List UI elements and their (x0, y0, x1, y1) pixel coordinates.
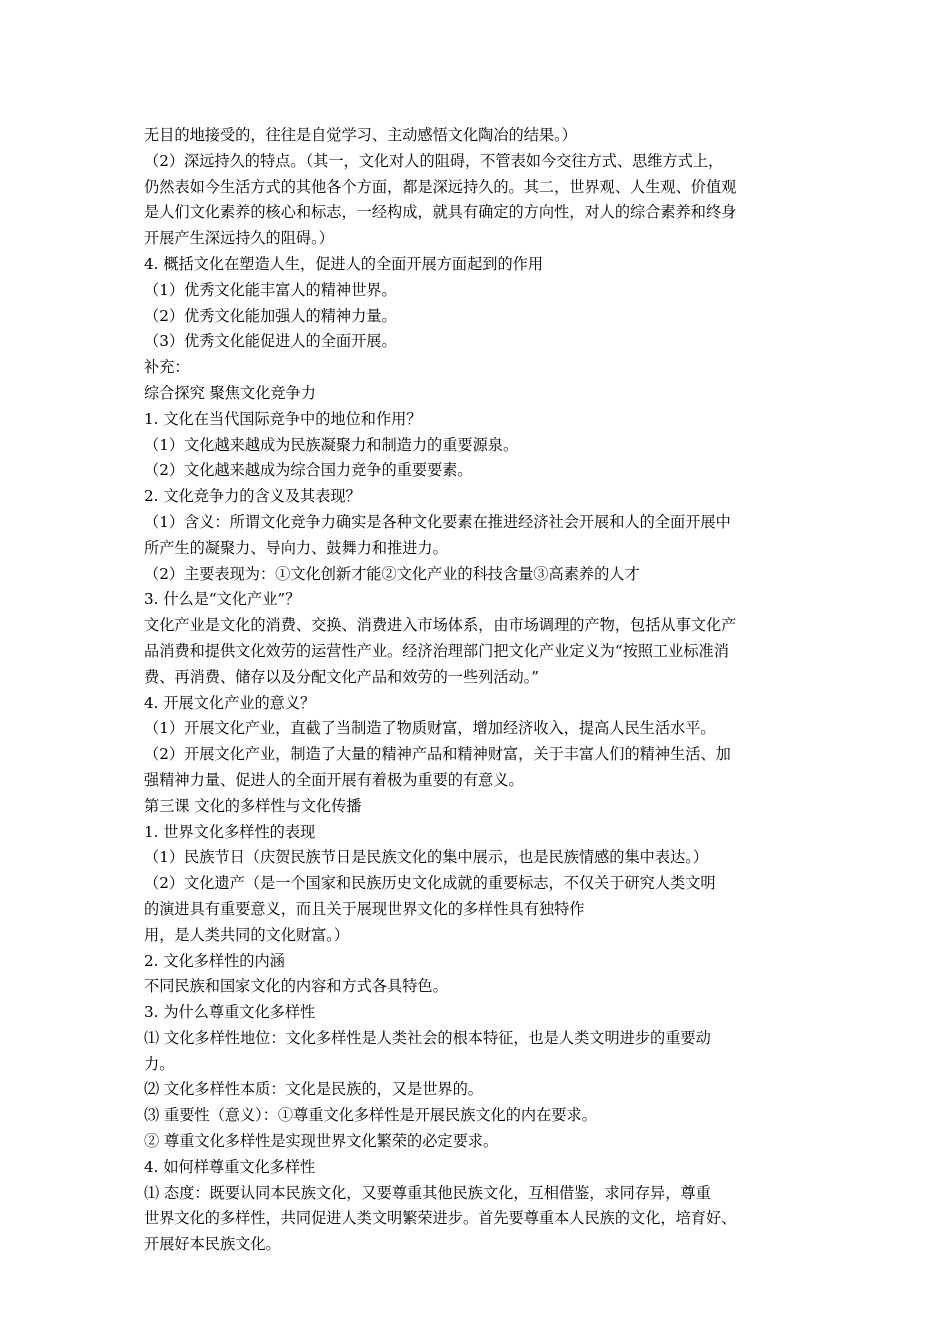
text-line: 世界文化的多样性，共同促进人类文明繁荣进步。首先要尊重本人民族的文化，培育好、 (144, 1209, 737, 1228)
text-line: 2. 文化竞争力的含义及其表现？ (144, 487, 361, 506)
text-line: （3）优秀文化能促进人的全面开展。 (144, 332, 397, 351)
text-line: （1）文化越来越成为民族凝聚力和制造力的重要源泉。 (144, 435, 519, 454)
text-line: 开展好本民族文化。 (144, 1235, 281, 1254)
text-line: 第三课 文化的多样性与文化传播 (144, 796, 362, 815)
text-line: 力。 (144, 1054, 175, 1073)
text-line: 3. 什么是“文化产业”？ (144, 590, 301, 609)
text-line: （1）开展文化产业，直截了当制造了物质财富，增加经济收入，提高人民生活水平。 (144, 719, 716, 738)
text-line: （2）深远持久的特点。（其一，文化对人的阻碍，不管表如今交往方式、思维方式上， (144, 151, 724, 170)
text-line: 文化产业是文化的消费、交换、消费进入市场体系，由市场调理的产物，包括从事文化产 (144, 616, 737, 635)
text-line: 2. 文化多样性的内涵 (144, 951, 285, 970)
text-line: （2）文化越来越成为综合国力竞争的重要要素。 (144, 461, 473, 480)
text-line: （2）主要表现为：①文化创新才能②文化产业的科技含量③高素养的人才 (144, 564, 640, 583)
text-line: 开展产生深远持久的阻碍。） (144, 229, 334, 248)
text-line: 仍然表如今生活方式的其他各个方面，都是深远持久的。其二，世界观、人生观、价值观 (144, 177, 737, 196)
text-line: 是人们文化素养的核心和标志，一经构成，就具有确定的方向性，对人的综合素养和终身 (144, 203, 737, 222)
text-line: 费、再消费、储存以及分配文化产品和效劳的一些列活动。” (144, 667, 540, 686)
text-line: 4. 开展文化产业的意义？ (144, 693, 316, 712)
text-line: ⑴ 态度：既要认同本民族文化，又要尊重其他民族文化，互相借鉴，求同存异，尊重 (144, 1183, 711, 1202)
text-line: （1）优秀文化能丰富人的精神世界。 (144, 280, 397, 299)
text-line: ⑴ 文化多样性地位：文化多样性是人类社会的根本特征，也是人类文明进步的重要动 (144, 1028, 711, 1047)
text-line: 4. 如何样尊重文化多样性 (144, 1157, 316, 1176)
text-line: 1. 文化在当代国际竞争中的地位和作用？ (144, 409, 422, 428)
document-body (144, 123, 812, 1258)
text-line: 品消费和提供文化效劳的运营性产业。经济治理部门把文化产业定义为“按照工业标准消 (144, 641, 729, 660)
text-line: 综合探究 聚焦文化竞争力 (144, 383, 316, 402)
text-line: （2）开展文化产业，制造了大量的精神产品和精神财富，关于丰富人们的精神生活、加 (144, 745, 731, 764)
text-line: ② 尊重文化多样性是实现世界文化繁荣的必定要求。 (144, 1132, 499, 1151)
text-line: 1. 世界文化多样性的表现 (144, 822, 316, 841)
text-line: （2）优秀文化能加强人的精神力量。 (144, 306, 397, 325)
text-line: （2）文化遗产（是一个国家和民族历史文化成就的重要标志，不仅关于研究人类文明 (144, 874, 716, 893)
text-line: 补充： (144, 358, 190, 377)
text-line: 不同民族和国家文化的内容和方式各具特色。 (144, 977, 448, 996)
text-line: ⑵ 文化多样性本质：文化是民族的，又是世界的。 (144, 1080, 483, 1099)
text-line: 强精神力量、促进人的全面开展有着极为重要的有意义。 (144, 770, 524, 789)
text-line: 无目的地接受的，往往是自觉学习、主动感悟文化陶冶的结果。） (144, 126, 577, 144)
text-line: （1）民族节日（庆贺民族节日是民族文化的集中展示，也是民族情感的集中表达。） (144, 848, 709, 867)
text-line: ⑶ 重要性（意义）：①尊重文化多样性是开展民族文化的内在要求。 (144, 1106, 597, 1125)
text-line: 所产生的凝聚力、导向力、鼓舞力和推进力。 (144, 538, 448, 557)
text-line: （1）含义：所谓文化竞争力确实是各种文化要素在推进经济社会开展和人的全面开展中 (144, 512, 731, 531)
text-line: 3. 为什么尊重文化多样性 (144, 1003, 316, 1022)
text-line: 4. 概括文化在塑造人生，促进人的全面开展方面起到的作用 (144, 254, 544, 273)
text-line: 的演进具有重要意义，而且关于展现世界文化的多样性具有独特作 (144, 899, 585, 918)
text-line: 用，是人类共同的文化财富。） (144, 925, 350, 944)
